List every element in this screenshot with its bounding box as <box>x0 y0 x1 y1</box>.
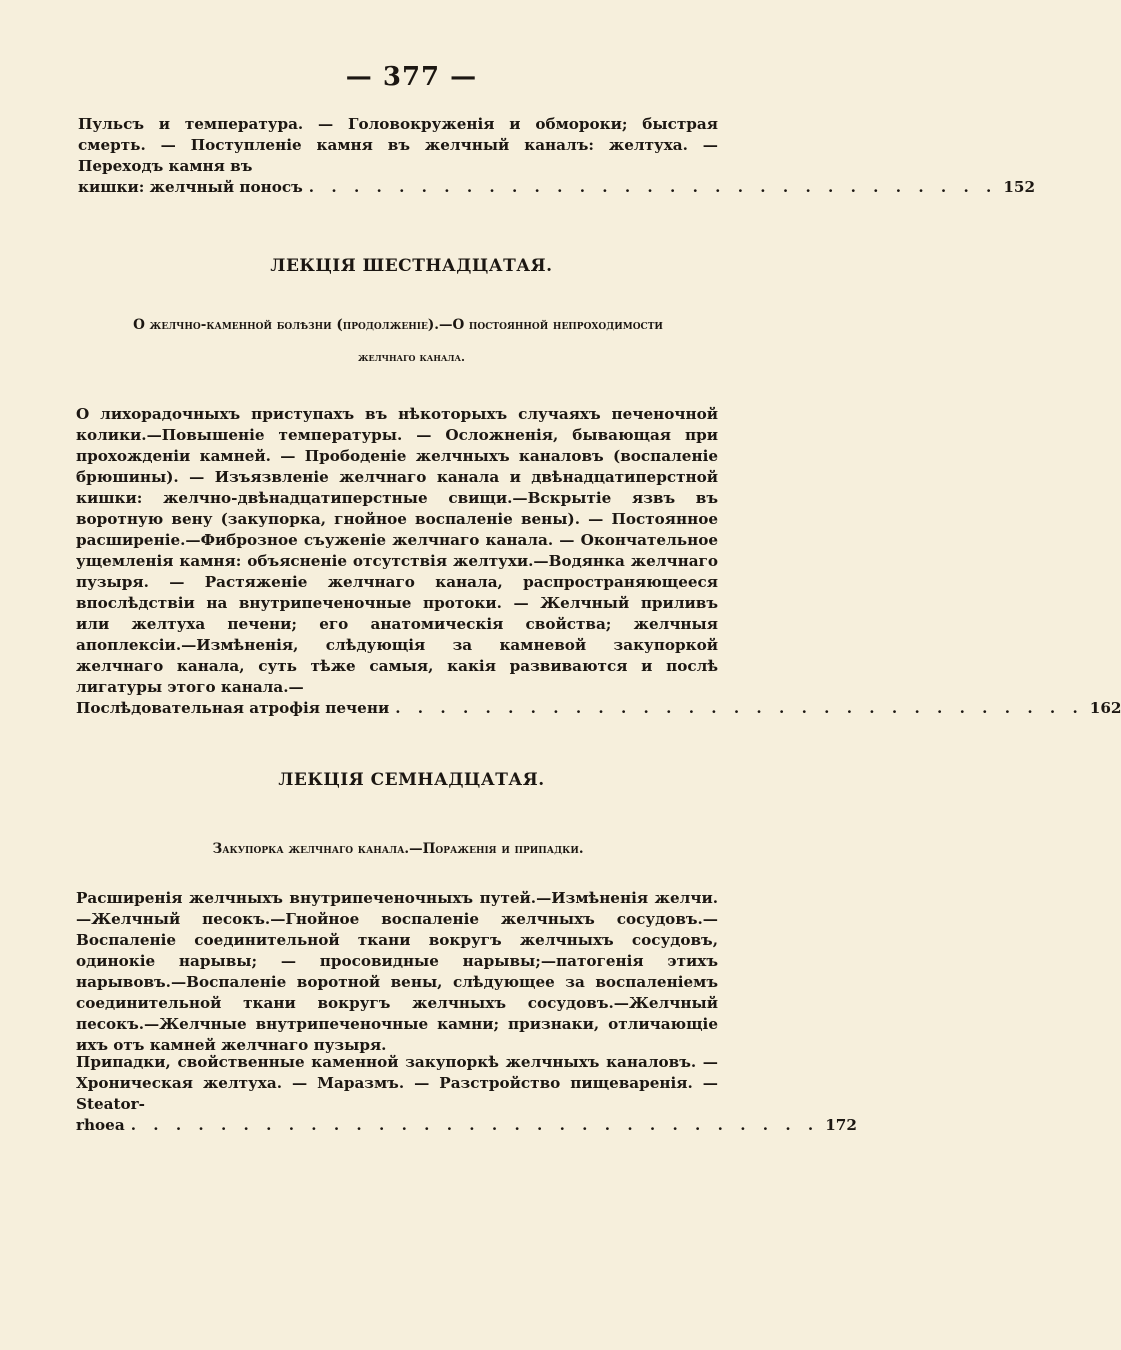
lecture17-entry-1 <box>76 888 718 1056</box>
lecture17-body1: Расширенія желчныхъ внутрипеченочныхъ путей.—Измѣненія желчи.—Желчный песокъ.—Гнойное воспаленіе желчныхъ сосудовъ.—Воспаленіе соединительной ткани вокругъ желчныхъ сосудовъ, одинокіе нарывы; — просовидные нарывы;—патогенія этихъ нарывовъ.—Воспаленіе воротной вены, слѣдующее за воспаленіемъ соединительной ткани вокругъ желчныхъ сосудовъ.—Желчный песокъ.—Желчные внутрипеченочные камни; признаки, отличающіе ихъ отъ камней желчнаго пузыря. <box>76 889 718 1054</box>
leader-dots: . . . . . . . . . . . . . . . . . . . . . . . . . . . . . . . <box>308 178 998 196</box>
lecture16-body: О лихорадочныхъ приступахъ въ нѣкоторыхъ случаяхъ печеночной колики.—Повышеніе температуры. — Осложненія, бывающая при прохожденіи камней. — Прободеніе желчныхъ каналовъ (воспаленіе брюшины). — Изъязвленіе желчнаго канала и двѣнадцатиперстной кишки: желчно-двѣнадцатиперстные свищи.—Вскрытіе язвъ въ воротную вену (закупорка, гнойное воспаленіе вены). — Постоянное расширеніе.—Фиброзное съуженіе желчнаго канала. — Окончательное ущемленія камня: объясненіе отсутствія желтухи.—Водянка желчнаго пузыря. — Растяженіе желчнаго канала, распространяющееся впослѣдствіи на внутрипеченочные протоки. — Желчный приливъ или желтуха печени; его анатомическія свойства; желчныя апоплексіи.—Измѣненія, слѣдующія за камневой закупоркой желчнаго канала, суть тѣже самыя, какія развиваются и послѣ лигатуры этого канала.— <box>76 405 718 696</box>
lecture17-toc-line <box>76 1115 857 1136</box>
leader-dots: . . . . . . . . . . . . . . . . . . . . . . . . . . . . . . . <box>395 699 1084 717</box>
intro-entry <box>78 114 1036 198</box>
lecture16-last-line: Послѣдовательная атрофія печени <box>76 699 390 717</box>
leader-dots: . . . . . . . . . . . . . . . . . . . . . . . . . . . . . . . <box>130 1116 820 1134</box>
intro-toc-line <box>78 177 1036 198</box>
lecture16-subtitle-line1: О желчно-каменной болѣзни (продолженіе).—О постоянной непроходимости <box>133 317 663 333</box>
page-number: — 377 — <box>345 62 478 92</box>
lecture16-title: ЛЕКЦІЯ ШЕСТНАДЦАТАЯ. <box>270 256 553 276</box>
intro-page-ref: 152 <box>1003 178 1036 196</box>
lecture17-subtitle: Закупорка желчнаго канала.—Пораженія и припадки. <box>212 841 584 857</box>
lecture17-title: ЛЕКЦІЯ СЕМНАДЦАТАЯ. <box>278 770 545 790</box>
lecture17-entry-2 <box>76 1052 857 1136</box>
lecture16-subtitle-line2: желчнаго канала. <box>357 350 465 364</box>
intro-text: Пульсъ и температура. — Головокруженія и обмороки; быстрая смерть. — Поступленіе камня въ желчный каналъ: желтуха. — Переходъ камня въ <box>78 115 718 175</box>
lecture16-toc-line <box>76 698 1121 719</box>
lecture17-page-ref: 172 <box>825 1116 857 1134</box>
lecture16-page-ref: 162 <box>1089 699 1121 717</box>
intro-last-line: кишки: желчный поносъ <box>78 178 303 196</box>
lecture16-entry <box>76 404 1121 719</box>
lecture17-last-line: rhoea <box>76 1116 125 1134</box>
lecture17-body2: Припадки, свойственные каменной закупоркѣ желчныхъ каналовъ. — Хроническая желтуха. — Маразмъ. — Разстройство пищеваренія. — Steator- <box>76 1053 718 1113</box>
